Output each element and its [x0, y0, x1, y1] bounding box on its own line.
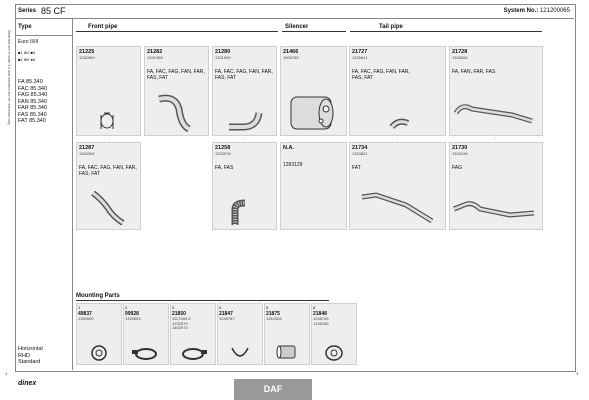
euro-class: Euro II/III	[18, 39, 39, 45]
part-card[interactable]	[449, 46, 543, 136]
config-item: Horizontal	[18, 346, 43, 352]
mounting-part[interactable]	[264, 303, 310, 365]
divider	[282, 31, 346, 32]
mp-code: 21848	[313, 311, 327, 317]
dinex-logo: dinex	[18, 380, 37, 387]
part-code: 21287	[79, 145, 95, 151]
part-card[interactable]	[144, 46, 209, 136]
pipe-drawing	[350, 143, 445, 229]
mp-oe: 1310328	[266, 316, 282, 321]
system-number-value: 121200065	[539, 8, 570, 14]
oe-number: 1333978	[215, 151, 231, 156]
oe-number: 1334264	[79, 151, 95, 156]
fitment: FA, FAC, FAG, FAN, FAR, FAS, FAT	[215, 69, 273, 81]
model-list	[18, 79, 47, 125]
mp-code: 99928	[125, 311, 139, 317]
mp-number: 4	[219, 305, 222, 310]
connector-dot: ⋮	[107, 135, 112, 141]
left-column	[15, 18, 73, 370]
header-bar	[15, 4, 574, 19]
feature-icon: ■3	[30, 50, 36, 55]
mp-number: 1	[78, 305, 81, 310]
model-item: FAG 85.340	[18, 92, 48, 98]
oe-number: 1905789	[283, 55, 299, 60]
model-item: FAR 85.340	[18, 105, 48, 111]
model-item: FAC 85.340	[18, 85, 48, 92]
mounting-part[interactable]	[123, 303, 169, 365]
oe-number: 1333654	[452, 55, 468, 60]
gasket-drawing	[312, 304, 356, 364]
connector-dot: ⋮	[493, 135, 498, 141]
model-item: FAN 85.340	[18, 98, 48, 105]
feature-icon: ■1	[18, 50, 23, 55]
oe-number: 1334196	[452, 151, 468, 156]
pipe-drawing	[450, 143, 542, 229]
part-card[interactable]	[212, 46, 277, 136]
pipe-drawing	[145, 47, 208, 135]
silencer-drawing	[281, 47, 346, 135]
model-item: FAT 85.340	[18, 118, 46, 124]
u-bolt-drawing	[218, 304, 262, 364]
mp-oe: 1320653	[125, 316, 141, 321]
type-heading: Type	[18, 24, 32, 30]
mounting-part[interactable]	[76, 303, 122, 365]
page-number-left: 1	[5, 371, 8, 376]
divider	[76, 31, 278, 32]
series-label: Series	[18, 8, 37, 14]
part-card[interactable]	[449, 142, 543, 230]
gasket-drawing	[77, 304, 121, 364]
part-card[interactable]	[280, 46, 347, 136]
pipe-drawing	[213, 47, 276, 135]
config-item: Standard	[18, 359, 41, 365]
mp-code: 21850	[172, 311, 186, 317]
vertical-note: Sketches are in scale 1:n and numbers are for reference only	[7, 30, 11, 125]
fitment: FAG	[452, 165, 463, 171]
fitment: FA, FAS	[215, 165, 234, 171]
mp-oe: 1392600	[78, 316, 94, 321]
system-number-label: System No.:	[503, 8, 539, 14]
part-code: 21727	[352, 49, 368, 55]
divider	[350, 31, 542, 32]
part-code: 21280	[215, 49, 231, 55]
part-code: 21282	[147, 49, 163, 55]
mp-oe: 1249787	[219, 316, 235, 321]
part-card[interactable]	[349, 46, 446, 136]
pipe-drawing	[350, 47, 445, 135]
oe-number: 1282969	[79, 55, 95, 60]
oe-number: 1331958	[147, 55, 163, 60]
part-code: 21466	[283, 49, 299, 55]
page-number-right: 1	[576, 371, 579, 376]
pipe-drawing	[450, 47, 542, 135]
feature-icon: ⊗2	[23, 50, 30, 55]
fitment: 1393129	[283, 162, 303, 168]
part-card[interactable]	[76, 46, 141, 136]
mp-code: 21875	[266, 311, 280, 317]
part-code: 21734	[352, 145, 368, 151]
feature-icon: ⊗5	[23, 57, 30, 62]
fitment: FA, FAC, FAG, FAN, FAR, FAS, FAT	[79, 165, 137, 177]
config-item: RHD	[18, 352, 30, 359]
flex-pipe-drawing	[213, 143, 276, 229]
oe-number: 1334821	[352, 151, 368, 156]
part-card[interactable]	[280, 142, 347, 230]
oe-number: 1331959	[215, 55, 231, 60]
mp-code: 21847	[219, 311, 233, 317]
brand-label: DAF	[234, 379, 312, 400]
connector-dot: ⋮	[242, 135, 247, 141]
divider	[15, 35, 72, 36]
section-front-pipe: Front pipe	[88, 24, 118, 30]
sleeve-drawing	[265, 304, 309, 364]
part-code: N.A.	[283, 145, 294, 151]
mounting-part[interactable]	[170, 303, 216, 365]
mp-number: 6	[313, 305, 316, 310]
feature-icon: ■4	[18, 57, 23, 62]
mounting-part[interactable]	[217, 303, 263, 365]
connector-dot: ⋮	[395, 135, 400, 141]
part-code: 21258	[215, 145, 231, 151]
part-card[interactable]	[76, 142, 141, 230]
model-item: FA 85.340	[18, 79, 43, 85]
part-code: 21225	[79, 49, 95, 55]
section-tail-pipe: Tail pipe	[379, 24, 403, 30]
clamp-drawing	[77, 47, 140, 135]
feature-icon: ●6	[30, 57, 36, 62]
oe-number: 1339641	[352, 55, 368, 60]
system-number	[504, 8, 570, 14]
section-mounting-parts: Mounting Parts	[76, 293, 120, 299]
part-code: 21728	[452, 49, 468, 55]
fitment: FA, FAN, FAR, FAS	[452, 69, 496, 75]
clamp-drawing	[124, 304, 168, 364]
divider	[76, 300, 329, 301]
mounting-part[interactable]	[311, 303, 357, 365]
series-value: 85 CF	[41, 6, 66, 16]
clamp-drawing	[171, 304, 215, 364]
part-card[interactable]	[349, 142, 446, 230]
pipe-drawing	[77, 143, 140, 229]
mp-number: 5	[266, 305, 269, 310]
mp-number: 2	[125, 305, 128, 310]
fitment: FA, FAC, FAG, FAN, FAR, FAS, FAT	[352, 69, 410, 81]
mp-code: 49837	[78, 311, 92, 317]
part-code: 21730	[452, 145, 468, 151]
mp-number: 3	[172, 305, 175, 310]
section-silencer: Silencer	[285, 24, 309, 30]
model-item: FAS 85.340	[18, 111, 47, 118]
fitment: FA, FAC, FAG, FAN, FAR, FAS, FAT	[147, 69, 205, 81]
configuration	[18, 346, 43, 366]
fitment: FAT	[352, 165, 361, 171]
part-card[interactable]	[212, 142, 277, 230]
feature-icons	[18, 49, 35, 63]
mp-oe: 1117289-3 1232579 1402973	[172, 316, 191, 330]
mp-oe: 1248765 1436185	[313, 316, 329, 326]
